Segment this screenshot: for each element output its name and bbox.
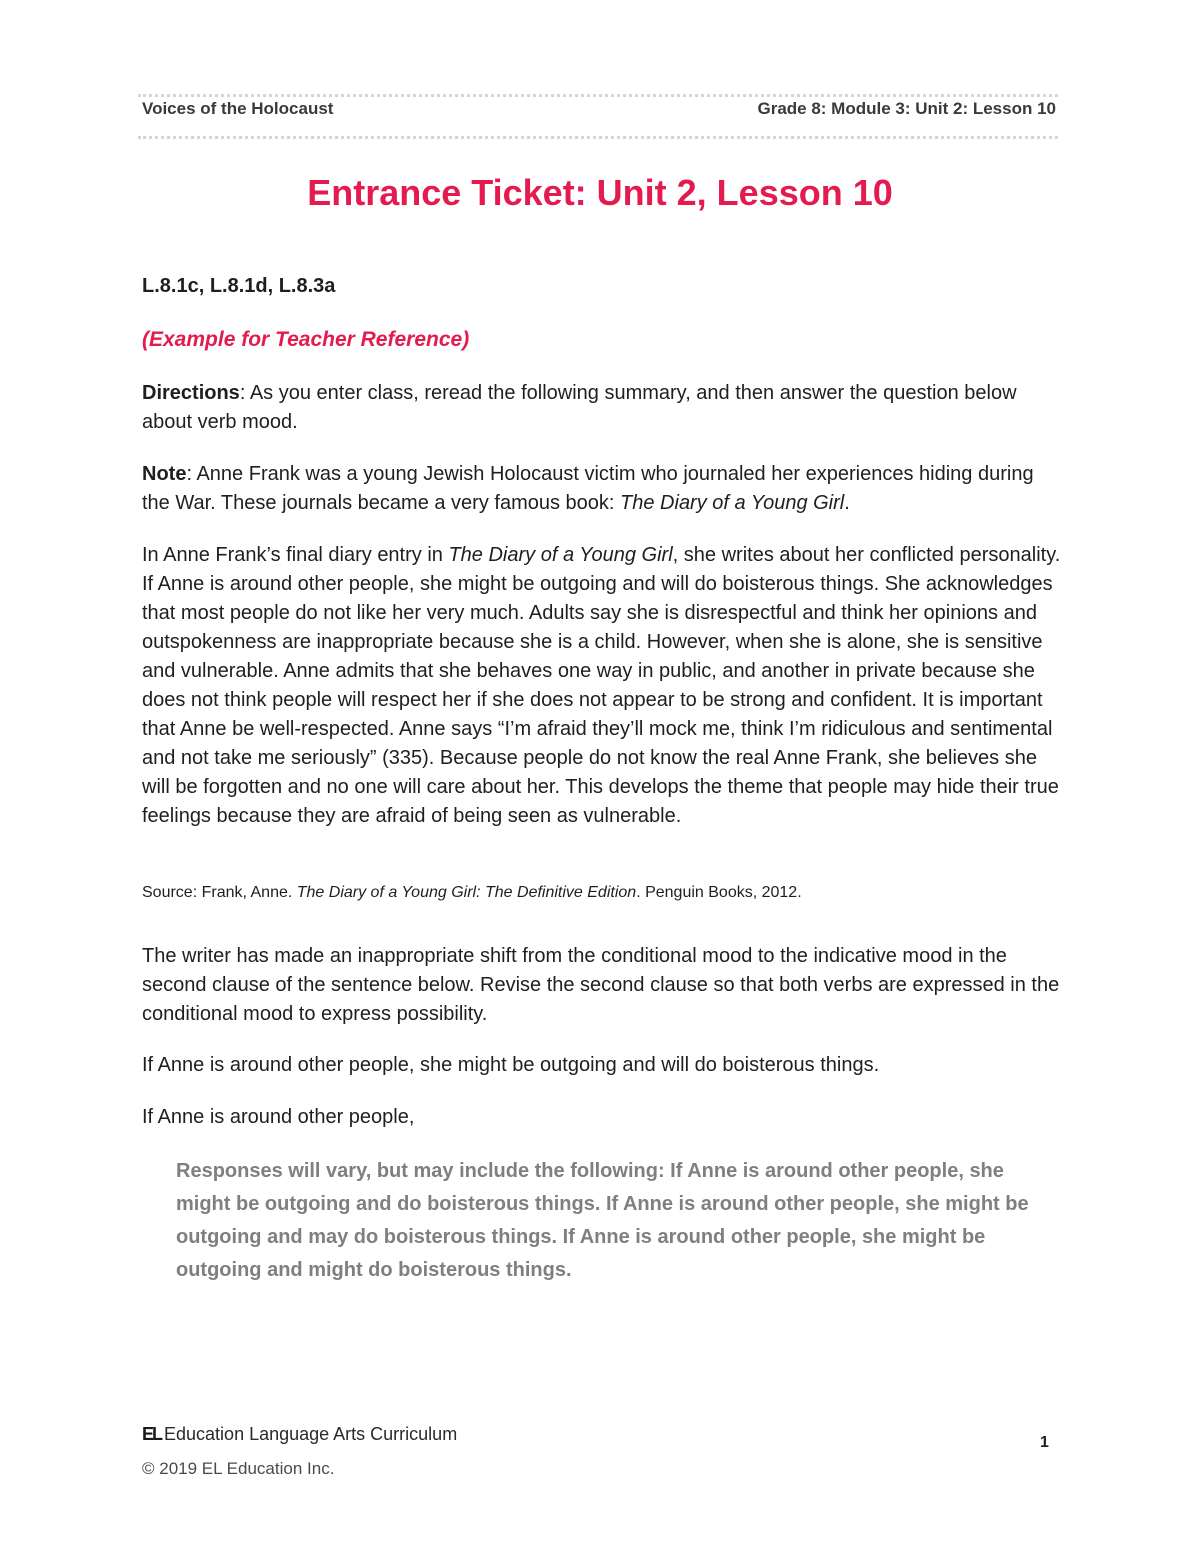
standards-codes: L.8.1c, L.8.1d, L.8.3a bbox=[142, 275, 336, 297]
summary-book-title: The Diary of a Young Girl bbox=[448, 544, 673, 566]
directions-text: : As you enter class, reread the following summary, and then answer the question below about verb mood. bbox=[142, 382, 1017, 433]
header-rule-bottom bbox=[138, 136, 1058, 139]
el-logo-icon: EL bbox=[142, 1424, 162, 1444]
header-rule-top bbox=[138, 94, 1058, 97]
summary-intro: In Anne Frank’s final diary entry in bbox=[142, 544, 449, 566]
sample-response: Responses will vary, but may include the following: If Anne is around other people, she might be outgoing and do boisterous things. If Anne is around other people, she might be outgoing and may do boisterous things. If Anne is around other people, she might be outgoing and might do boisterous things. bbox=[176, 1160, 1029, 1281]
header-lesson-label: Grade 8: Module 3: Unit 2: Lesson 10 bbox=[757, 99, 1056, 118]
page-number: 1 bbox=[1040, 1434, 1049, 1451]
note-text: : Anne Frank was a young Jewish Holocaust victim who journaled her experiences hiding during the War. These journals became a very famous book: bbox=[142, 463, 1034, 514]
source-citation bbox=[142, 881, 1062, 905]
summary-paragraph bbox=[142, 541, 1062, 831]
revision-prompt: If Anne is around other people, bbox=[142, 1106, 415, 1128]
note-end: . bbox=[844, 492, 850, 514]
page-title: Entrance Ticket: Unit 2, Lesson 10 bbox=[307, 172, 893, 213]
note-book-title: The Diary of a Young Girl bbox=[620, 492, 845, 514]
summary-body: , she writes about her conflicted personality. If Anne is around other people, she might be outgoing and will do boisterous things. She acknowledges that most people do not like her very much. Adults say she is disrespectful and think her opinions and outspokenness are inappropriate because she is a child. However, when she is alone, she is sensitive and vulnerable. Anne admits that she behaves one way in public, and another in private because she does not think people will respect her if she does not appear to be strong and confident. It is important that Anne be well-respected. Anne says “I’m afraid they’ll mock me, think I’m ridiculous and sentimental and not take me seriously” (335). Because people do not know the real Anne Frank, she believes she will be forgotten and no one will care about her. This develops the theme that people may hide their true feelings because they are afraid of being seen as vulnerable. bbox=[142, 544, 1061, 827]
source-book-title: The Diary of a Young Girl: The Definitive Edition bbox=[296, 884, 637, 901]
footer-curriculum-name: Education Language Arts Curriculum bbox=[164, 1424, 458, 1444]
directions-paragraph bbox=[142, 379, 1062, 437]
running-header bbox=[142, 99, 1056, 119]
note-paragraph bbox=[142, 460, 1062, 518]
source-publisher: . Penguin Books, 2012. bbox=[636, 884, 802, 901]
teacher-reference-label: (Example for Teacher Reference) bbox=[142, 328, 470, 351]
directions-label: Directions bbox=[142, 382, 240, 404]
source-prefix: Source: Frank, Anne. bbox=[142, 884, 297, 901]
note-label: Note bbox=[142, 463, 187, 485]
footer-copyright: © 2019 EL Education Inc. bbox=[142, 1459, 335, 1478]
footer-logo bbox=[142, 1424, 457, 1445]
task-instructions: The writer has made an inappropriate shift from the conditional mood to the indicative mood in the second clause of the sentence below. Revise the second clause so that both verbs are expressed in the conditional mood to express possibility. bbox=[142, 945, 1060, 1025]
header-module-title: Voices of the Holocaust bbox=[142, 99, 334, 118]
original-sentence: If Anne is around other people, she might be outgoing and will do boisterous things. bbox=[142, 1054, 880, 1076]
